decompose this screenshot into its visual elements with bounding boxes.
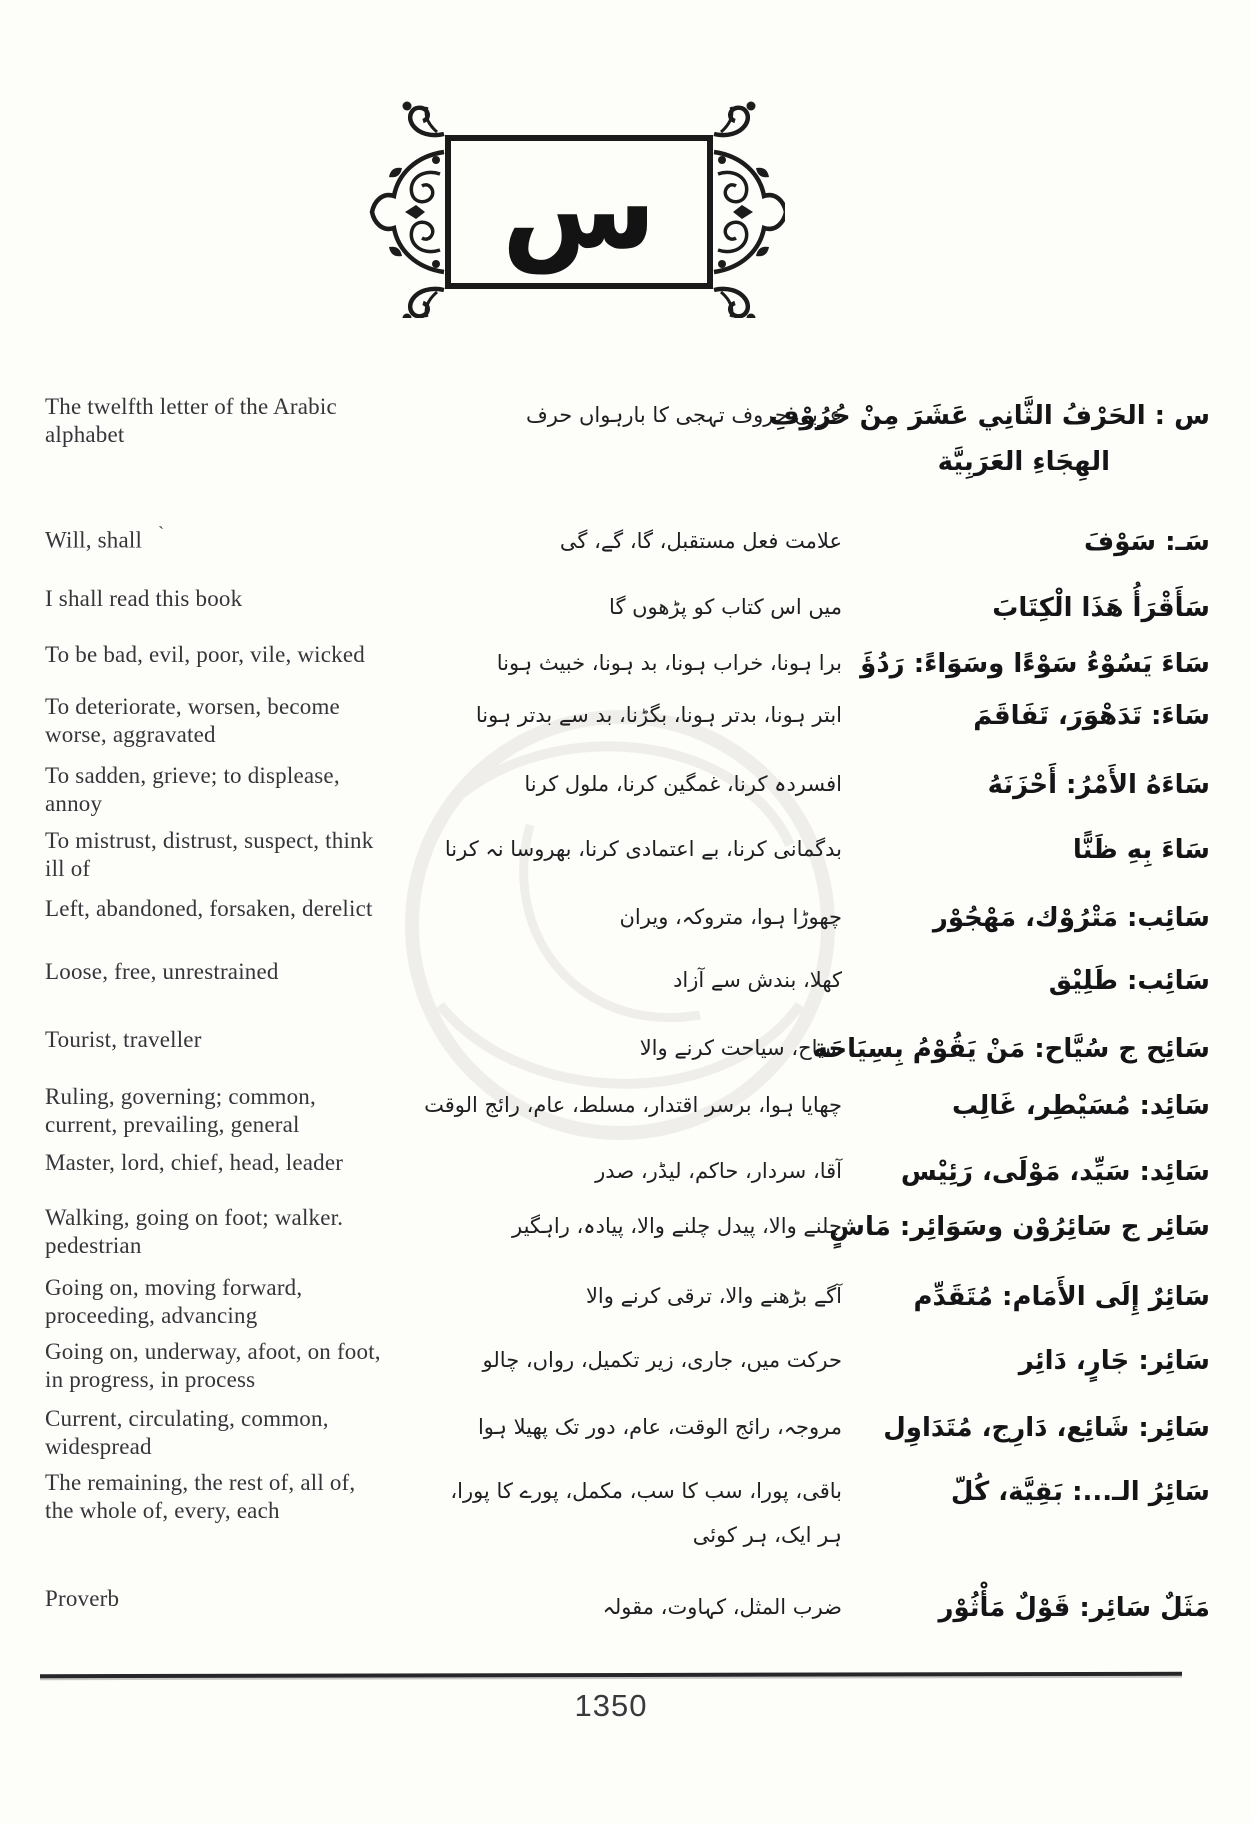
english-definition: Going on, moving forward, proceeding, advancing <box>45 1275 303 1328</box>
english-definition: Walking, going on foot; walker. pedestrian <box>45 1205 344 1258</box>
english-definition: Will, shall $^ˋ$ <box>45 523 165 553</box>
dictionary-entry-row <box>45 762 1210 818</box>
urdu-translation: ضرب المثل، کہاوت، مقولہ <box>602 1595 842 1619</box>
arabic-headword: سَـ: سَوْفَ <box>1084 527 1210 557</box>
arabic-headword-line2: الهِجَاءِ العَرَبِيَّة <box>937 447 1110 477</box>
page-number: 1350 <box>574 1688 648 1723</box>
arabic-headword: سَائِرُ الـ...: بَقِيَّة، كُلّ <box>950 1477 1210 1507</box>
dictionary-entry-row <box>45 895 1210 941</box>
arabic-headword: سَائِر: شَائِع، دَارِج، مُتَدَاوِل <box>883 1413 1210 1443</box>
urdu-translation: چھوڑا ہوا، متروکہ، ویران <box>619 905 842 929</box>
dictionary-entry-row <box>45 1405 1210 1461</box>
arabic-headword: س : الحَرْفُ الثَّانِي عَشَرَ مِنْ حُرُوْفِ الهِجَاءِ العَرَبِيَّة <box>842 393 1210 485</box>
dictionary-entry-row <box>45 958 1210 1004</box>
english-definition: To sadden, grieve; to displease, annoy <box>45 763 340 816</box>
english-definition: I shall read this book <box>45 586 243 611</box>
urdu-translation: سیاح، سیاحت کرنے والا <box>639 1036 842 1060</box>
arabic-headword: سَاءَ: تَدَهْوَرَ، تَفَاقَمَ <box>973 701 1210 731</box>
english-definition: To deteriorate, worsen, become worse, aggravated <box>45 694 340 747</box>
urdu-translation: برا ہونا، خراب ہونا، بد ہونا، خبیث ہونا <box>496 651 842 675</box>
urdu-translation-line2: ہر ایک، ہر کوئی <box>692 1523 842 1547</box>
arabic-headword: سَاءَهُ الأَمْرُ: أَحْزَنَهُ <box>987 770 1210 800</box>
arabic-headword: سَائِب: طَلِيْق <box>1048 966 1210 996</box>
english-definition: The remaining, the rest of, all of, the whole of, every, each <box>45 1470 356 1523</box>
dictionary-entry-row <box>45 1274 1210 1330</box>
urdu-translation: عربی حروف تہجی کا بارہواں حرف <box>525 403 842 427</box>
urdu-translation: افسردہ کرنا، غمگین کرنا، ملول کرنا <box>524 772 842 796</box>
urdu-translation: بدگمانی کرنا، بے اعتمادی کرنا، بھروسا نہ کرنا <box>444 837 842 861</box>
dictionary-entry-row <box>45 519 1210 565</box>
urdu-translation: آقا، سردار، حاکم، لیڈر، صدر <box>595 1159 842 1183</box>
english-definition: Loose, free, unrestrained <box>45 959 279 984</box>
dictionary-entry-row <box>45 585 1210 631</box>
english-definition: Ruling, governing; common, current, prevailing, general <box>45 1084 316 1137</box>
urdu-translation: آگے بڑھنے والا، ترقی کرنے والا <box>585 1284 842 1308</box>
footer-divider-rule <box>40 1672 1182 1678</box>
chapter-letter-seen: س <box>501 144 657 274</box>
urdu-translation: چلنے والا، پیدل چلنے والا، پیادہ، راہگیر <box>512 1214 842 1238</box>
arabic-headword: سَاءَ يَسُوْءُ سَوْءًا وسَوَاءً: رَدُؤَ <box>860 649 1210 679</box>
arabic-headword: مَثَلٌ سَائِر: قَوْلٌ مَأْثُوْر <box>938 1593 1210 1623</box>
arabic-headword: سَاءَ بِهِ ظَنًّا <box>1072 835 1210 865</box>
urdu-translation: باقی، پورا، سب کا سب، مکمل، پورے کا پورا، ہر ایک، ہر کوئی <box>390 1469 842 1557</box>
arabic-headword: سَأَقْرَأُ هَذَا الْكِتَابَ <box>992 593 1210 623</box>
arabic-headword: سَائِر: جَارٍ، دَائِر <box>1018 1346 1210 1376</box>
arabic-headword: سَائِر ج سَائِرُوْن وسَوَائِر: مَاشٍ <box>829 1212 1210 1242</box>
dictionary-entry-row <box>45 393 1210 485</box>
arabic-headword: سَائِد: سَيِّد، مَوْلَى، رَئِيْس <box>900 1157 1210 1187</box>
dictionary-entry-row <box>45 641 1210 687</box>
dictionary-entry-row <box>45 1083 1210 1139</box>
urdu-translation: میں اس کتاب کو پڑھوں گا <box>609 595 842 619</box>
arabic-headword: سَائِب: مَتْرُوْك، مَهْجُوْر <box>932 903 1210 933</box>
arabic-headword: سَائِح ج سُيَّاح: مَنْ يَقُوْمُ بِسِيَاحَة <box>812 1034 1210 1064</box>
urdu-translation: حرکت میں، جاری، زیر تکمیل، رواں، چالو <box>482 1348 842 1372</box>
english-definition: To be bad, evil, poor, vile, wicked <box>45 642 365 667</box>
urdu-translation: ابتر ہونا، بدتر ہونا، بگڑنا، بد سے بدتر ہونا <box>475 703 842 727</box>
urdu-translation: کھلا، بندش سے آزاد <box>673 968 842 992</box>
english-definition: To mistrust, distrust, suspect, think ill of <box>45 828 374 881</box>
urdu-translation: علامت فعل مستقبل، گا، گے، گی <box>559 529 842 553</box>
english-definition: Proverb <box>45 1586 120 1611</box>
arabic-headword: سَائِد: مُسَيْطِر، غَالِب <box>952 1091 1210 1121</box>
dictionary-entry-row <box>45 1469 1210 1557</box>
dictionary-entries <box>45 393 1210 1631</box>
dictionary-entry-row <box>45 1026 1210 1072</box>
english-definition: Left, abandoned, forsaken, derelict <box>45 896 373 921</box>
english-definition: Master, lord, chief, head, leader <box>45 1150 344 1175</box>
arabic-headword: سَائِرٌ إِلَى الأَمَام: مُتَقَدِّم <box>913 1282 1210 1312</box>
dictionary-entry-row <box>45 1204 1210 1260</box>
urdu-translation: مروجہ، رائج الوقت، عام، دور تک پھیلا ہوا <box>477 1415 842 1439</box>
dictionary-entry-row <box>45 693 1210 749</box>
dictionary-entry-row <box>45 1149 1210 1195</box>
urdu-translation: چھایا ہوا، برسر اقتدار، مسلط، عام، رائج الوقت <box>424 1093 842 1117</box>
english-definition: Going on, underway, afoot, on foot, in progress, in process <box>45 1339 381 1392</box>
chapter-ornament-frame <box>340 90 785 318</box>
english-definition: Current, circulating, common, widespread <box>45 1406 329 1459</box>
english-definition: The twelfth letter of the Arabic alphabet <box>45 394 337 447</box>
dictionary-entry-row <box>45 827 1210 883</box>
footnote-mark: ˋ <box>158 523 165 543</box>
english-definition: Tourist, traveller <box>45 1027 202 1052</box>
dictionary-entry-row <box>45 1338 1210 1394</box>
dictionary-entry-row <box>45 1585 1210 1631</box>
